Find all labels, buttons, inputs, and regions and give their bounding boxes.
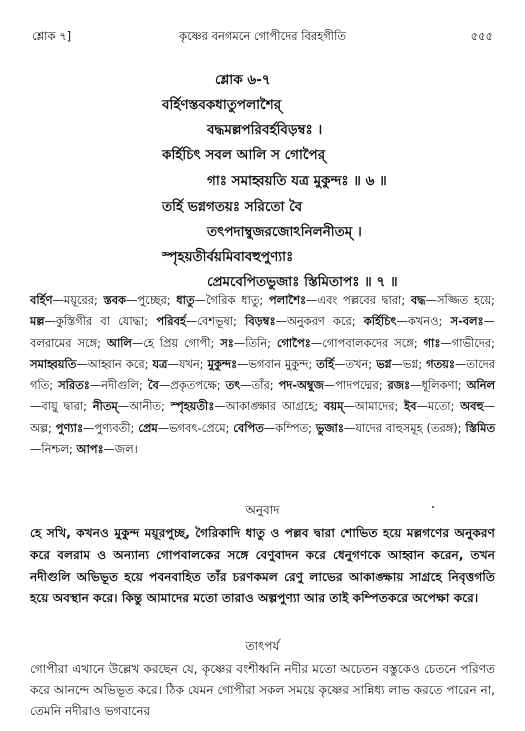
- synonym-meaning: গাভীদের;: [451, 335, 495, 350]
- synonym-meaning: পুণ্যবতী;: [94, 420, 135, 435]
- synonym-word: স-বলঃ: [450, 314, 484, 329]
- verse-line: গাঃ সমাহ্বয়তি যত্র মুকুন্দঃ ॥ ৬ ॥: [207, 173, 387, 189]
- synonym-word: মল্ল: [30, 314, 45, 329]
- synonym-word: ধাতু: [176, 293, 195, 307]
- synonym-word: গোপৈঃ: [276, 335, 311, 350]
- synonym-meaning: ময়ূরের;: [63, 293, 98, 307]
- purport-text: গোপীরা এখানে উল্লেখ করছেন যে, কৃষ্ণের বংশীধ্বনি নদীর মতো অচেতন বস্তুকেও চেতনে পরিণত করে আনন্দে অভিভূত করে। ঠিক যেমন গোপীরা সকল সময়ে কৃষ্ণের সান্নিধ্য লাভ করতে পারেন না, তেমনি নদীরাও ভগবানের: [30, 662, 495, 718]
- synonym-meaning: কুস্তিগীর বা যোদ্ধা;: [55, 314, 149, 329]
- verse-line: তর্হি ভগ্নগতয়ঃ সরিতো বৈ: [162, 199, 303, 215]
- synonym-meaning: সজ্জিত হয়ে;: [436, 293, 495, 307]
- synonym-meaning: ভগবান মুকুন্দ;: [248, 356, 313, 371]
- verse-number-heading: শ্লোক ৬-৭: [215, 72, 271, 88]
- verse-line: স্পৃহয়তীর্বয়মিবাবহুপুণ্যাঃ: [162, 249, 294, 265]
- synonym-word: যত্র: [152, 356, 168, 371]
- synonym-word: পলাশৈঃ: [268, 293, 307, 307]
- verse-line: তৎপদাম্বুজরজোঽনিলনীতম্ ।: [207, 224, 362, 240]
- synonym-meaning: কম্পিত;: [275, 420, 312, 435]
- running-header: [32, 28, 493, 46]
- synonym-word: স্পৃহয়তীঃ: [170, 399, 215, 414]
- synonym-meaning: আমাদের;: [354, 399, 399, 414]
- translation-heading: অনুবাদ: [245, 503, 280, 517]
- verse-line: বর্হিণস্তবকধাতুপলাশৈর্: [162, 97, 282, 113]
- synonym-meaning: বেশভূষা;: [197, 314, 237, 329]
- synonym-meaning: আহ্বান করে;: [87, 356, 149, 371]
- synonym-word: কর্হিচিৎ: [363, 314, 397, 329]
- synonym-word: ইব: [404, 399, 417, 414]
- synonym-word: বেপিত: [233, 420, 264, 435]
- synonym-word: বদ্ধ: [410, 293, 426, 307]
- synonym-meaning: তাঁর;: [251, 378, 274, 393]
- synonym-meaning: প্রকৃতপক্ষে;: [170, 378, 221, 393]
- synonym-meaning: এবং পল্লবের দ্বারা;: [317, 293, 406, 307]
- synonym-meaning: আনীত;: [129, 399, 165, 414]
- synonym-word: গাঃ: [423, 335, 441, 350]
- synonym-meaning: পুচ্ছের;: [137, 293, 171, 307]
- synonym-word: গতয়ঃ: [426, 356, 455, 371]
- synonym-meaning: কখনও;: [407, 314, 443, 329]
- synonym-word: বৈ: [147, 378, 159, 393]
- verse-line: প্রেমবেপিতভুজাঃ স্তিমিতাপঃ ॥ ৭ ॥: [207, 274, 398, 290]
- synonym-word: পরিবর্হ: [156, 314, 186, 329]
- synonym-meaning: ভগবৎ-প্রেমে;: [169, 420, 230, 435]
- synonym-meaning: তাদের গতি;: [30, 356, 496, 393]
- synonym-word: তৎ: [225, 378, 241, 393]
- synonym-word: ভুজাঃ: [315, 420, 344, 435]
- synonym-meaning: অল্প;: [30, 420, 52, 435]
- synonym-meaning: মতো;: [427, 399, 455, 414]
- synonym-meaning: নদীগুলি;: [101, 378, 143, 393]
- verse-line: বদ্ধমল্লপরিবর্হবিড়ম্বঃ ।: [207, 122, 323, 138]
- page-number: ৫৫৫: [470, 29, 493, 43]
- synonym-meaning: বায়ু দ্বারা;: [41, 399, 87, 414]
- synonym-word: অনিল: [466, 378, 496, 393]
- synonym-word: নীতম্: [92, 399, 118, 414]
- synonym-word: পদ-অম্বুজ: [278, 378, 324, 393]
- synonym-meaning: তখন;: [345, 356, 373, 371]
- synonym-meaning: ভগ্ন;: [402, 356, 423, 371]
- synonym-word: আলি: [106, 335, 132, 350]
- synonym-meaning: গোপবালকদের সঙ্গে;: [322, 335, 418, 350]
- synonym-word: আপঃ: [76, 442, 104, 457]
- ink-speck: [432, 506, 434, 508]
- synonym-word: বর্হিণ: [30, 293, 53, 307]
- synonym-word: সঃ: [220, 335, 234, 350]
- synonym-word: রজঃ: [387, 378, 411, 393]
- synonym-word: পুণ্যাঃ: [55, 420, 84, 435]
- word-for-word-synonyms: বর্হিণ—ময়ূরের; স্তবক—পুচ্ছের; ধাতু—গৈরিক ধাতু; পলাশৈঃ—এবং পল্লবের দ্বারা; বদ্ধ—সজ্জিত হয়ে; মল্ল—কুস্তিগীর বা যোদ্ধা; পরিবর্হ—বেশভূষা; বিড়ম্বঃ—অনুকরণ করে; কর্হিচিৎ—কখনও; স-বলঃ—বলরামের সঙ্গে; আলি—হে প্রিয় গোপী; সঃ—তিনি; গোপৈঃ—গোপবালকদের সঙ্গে; গাঃ—গাভীদের; সমাহ্বয়তি—আহ্বান করে; যত্র—যখন; মুকুন্দঃ—ভগবান মুকুন্দ; তর্হি—তখন; ভগ্ন—ভগ্ন; গতয়ঃ—তাদের গতি; সরিতঃ—নদীগুলি; বৈ—প্রকৃতপক্ষে; তৎ—তাঁর; পদ-অম্বুজ—পাদপদ্মের; রজঃ—ধূলিকণা; অনিল—বায়ু দ্বারা; নীতম্—আনীত; স্পৃহয়তীঃ—আকাঙ্ক্ষার আগ্রহে; বয়ম্—আমাদের; ইব—মতো; অবহু—অল্প; পুণ্যাঃ—পুণ্যবতী; প্রেম—ভগবৎ-প্রেমে; বেপিত—কম্পিত; ভুজাঃ—যাদের বাহুসমূহ (তরঙ্গ); স্তিমিত—নিশ্চল; আপঃ—জল।: [30, 293, 496, 457]
- synonym-meaning: অনুকরণ করে;: [286, 314, 356, 329]
- synonym-meaning: বলরামের সঙ্গে;: [30, 335, 101, 350]
- header-verse-ref: শ্লোক ৭]: [32, 29, 72, 43]
- synonym-word: প্রেম: [138, 420, 158, 435]
- synonym-word: মুকুন্দঃ: [207, 356, 238, 371]
- synonym-word: অবহু: [460, 399, 484, 414]
- verse-line: কর্হিচিৎ সবল আলি স গোপৈর্: [162, 147, 326, 163]
- synonym-meaning: তিনি;: [245, 335, 271, 350]
- synonym-meaning: নিশ্চল;: [41, 442, 73, 457]
- synonym-meaning: জল।: [114, 442, 138, 457]
- synonym-meaning: আকাঙ্ক্ষার আগ্রহে;: [225, 399, 319, 414]
- synonym-word: ভগ্ন: [376, 356, 392, 371]
- synonym-meaning: পাদপদ্মের;: [335, 378, 383, 393]
- synonym-meaning: গৈরিক ধাতু;: [205, 293, 264, 307]
- synonym-word: স্তবক: [103, 293, 127, 307]
- synonym-meaning: হে প্রিয় গোপী;: [143, 335, 215, 350]
- synonym-word: বয়ম্: [324, 399, 344, 414]
- synonym-meaning: যখন;: [178, 356, 204, 371]
- synonym-word: সমাহ্বয়তি: [30, 356, 77, 371]
- synonym-word: স্তিমিত: [465, 420, 496, 435]
- translation-text: হে সখি, কখনও মুকুন্দ ময়ূরপুচ্ছ, গৈরিকাদি ধাতু ও পল্লব দ্বারা শোভিত হয়ে মল্লগণের অনুকরণ করে বলরাম ও অন্যান্য গোপবালকের সঙ্গে বেণুবাদন করে ধেনুগণকে আহ্বান করেন, তখন নদীগুলি অভিভূত হয়ে পবনবাহিত তাঁর চরণকমল রেণু লাভের আকাঙ্ক্ষায় সাগ্রহে নিবৃত্তগতি হয়ে অবস্থান করে। কিন্তু আমাদের মতো তারাও অল্পপুণ্যা আর তাই কম্পিতকরে অপেক্ষা করে।: [30, 526, 495, 606]
- synonym-meaning: ধূলিকণা;: [421, 378, 462, 393]
- synonym-word: বিড়ম্বঃ: [245, 314, 276, 329]
- synonym-word: তর্হি: [316, 356, 335, 371]
- synonym-meaning: যাদের বাহুসমূহ (তরঙ্গ);: [355, 420, 462, 435]
- header-chapter-title: কৃষ্ণের বনগমনে গোপীদের বিরহগীতি: [178, 29, 347, 43]
- purport-heading: তাৎপর্য: [245, 639, 280, 653]
- synonym-word: সরিতঃ: [58, 378, 90, 393]
